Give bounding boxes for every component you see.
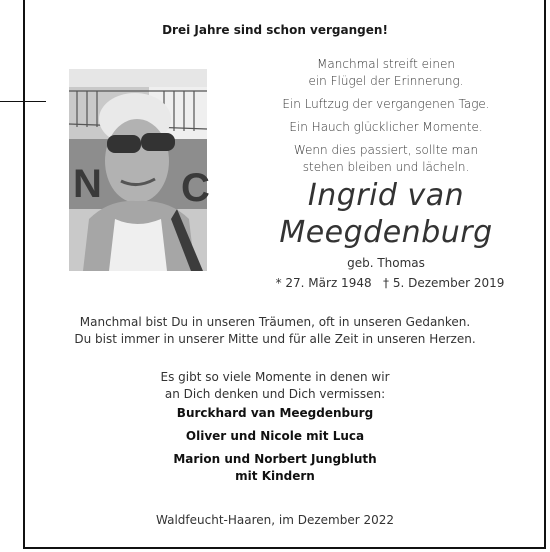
moments-line: an Dich denken und Dich vermissen: [164,387,386,401]
poem-line: Wenn dies passiert, sollte man [293,143,479,157]
poem-stanza [266,96,506,113]
mourner-entry [0,405,550,422]
mourner-line: Oliver und Nicole mit Luca [185,429,365,443]
poem-line: Ein Luftzug der vergangenen Tage. [282,97,490,111]
poem-line: Ein Hauch glücklicher Momente. [289,120,483,134]
poem-stanza [266,119,506,136]
name-line: Ingrid van [307,178,465,213]
place-date: Waldfeucht-Haaren, im Dezember 2022 [156,513,394,527]
memory-line: Manchmal bist Du in unseren Träumen, oft in unseren Gedanken. [79,315,471,329]
memory-line: Du bist immer in unserer Mitte und für alle Zeit in unseren Herzen. [74,332,476,346]
deceased-name [266,177,506,251]
poem-line: stehen bleiben und lächeln. [302,160,470,174]
moments-line: Es gibt so viele Momente in denen wir [160,370,390,384]
mourner-entry [0,451,550,485]
poem-line: ein Flügel der Erinnerung. [308,74,464,88]
mourner-entry [0,428,550,445]
moments-text [0,369,550,403]
mourner-line: Burckhard van Meegdenburg [176,406,374,420]
birth-name: geb. Thomas [347,256,425,270]
svg-text:N: N [73,162,102,206]
poem-stanza [266,142,506,176]
poem [266,56,506,182]
crop-mark-vertical [23,67,25,135]
poem-line: Manchmal streift einen [317,57,455,71]
portrait-photo [69,69,210,271]
name-line: Meegdenburg [279,215,493,250]
poem-stanza [266,56,506,90]
svg-text:C: C [181,166,210,210]
portrait-illustration [69,69,210,271]
mourner-line: mit Kindern [235,469,315,483]
mourner-line: Marion und Norbert Jungbluth [173,452,377,466]
memory-text [0,314,550,348]
headline: Drei Jahre sind schon vergangen! [162,23,388,37]
life-dates: * 27. März 1948 † 5. Dezember 2019 [275,276,505,290]
